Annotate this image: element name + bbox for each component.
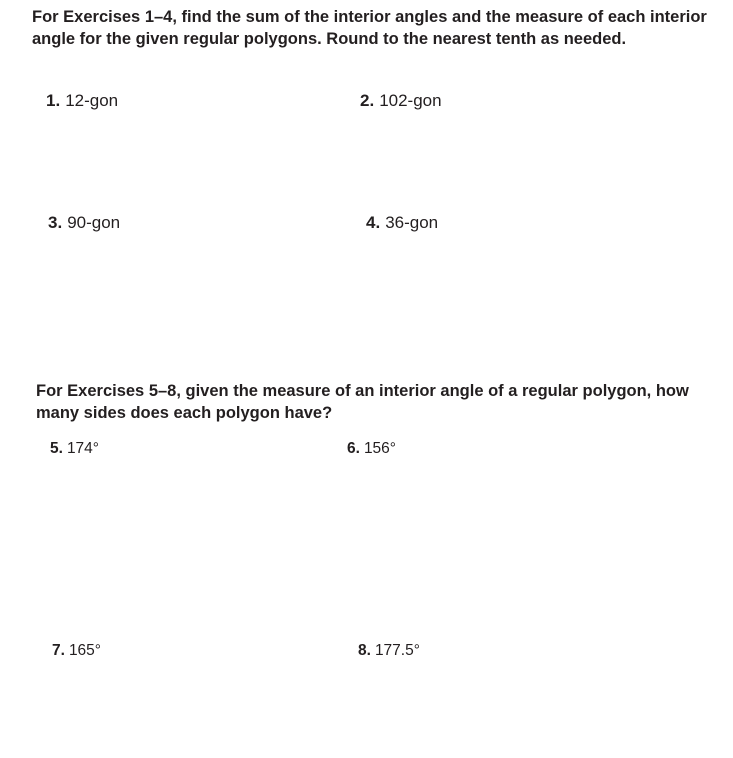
exercise-text: 12-gon <box>65 91 119 110</box>
exercise-7 <box>52 641 101 661</box>
exercise-number: 3. <box>48 213 63 232</box>
exercise-8 <box>358 641 420 661</box>
exercise-2 <box>360 91 442 111</box>
exercise-5 <box>50 439 99 459</box>
instructions-exercises-5-8: For Exercises 5–8, given the measure of an interior angle of a regular polygon, how many sides does each polygon have? <box>36 382 689 422</box>
exercise-6 <box>347 439 396 459</box>
exercise-text: 90-gon <box>67 213 121 232</box>
exercise-text: 177.5° <box>374 642 420 659</box>
exercise-number: 4. <box>366 213 381 232</box>
exercise-text: 102-gon <box>379 91 442 110</box>
exercise-number: 8. <box>358 642 371 659</box>
exercise-number: 7. <box>52 642 65 659</box>
exercise-text: 165° <box>68 642 101 659</box>
exercise-number: 6. <box>347 440 360 457</box>
exercise-1 <box>46 91 118 111</box>
exercise-3 <box>48 213 120 233</box>
exercise-text: 36-gon <box>385 213 439 232</box>
exercise-number: 5. <box>50 440 63 457</box>
exercise-number: 1. <box>46 91 61 110</box>
exercise-text: 156° <box>363 440 396 457</box>
exercise-number: 2. <box>360 91 375 110</box>
exercise-4 <box>366 213 438 233</box>
exercise-text: 174° <box>66 440 99 457</box>
instructions-exercises-1-4: For Exercises 1–4, find the sum of the interior angles and the measure of each interior angle for the given regular polygons. Round to the nearest tenth as needed. <box>32 8 707 48</box>
